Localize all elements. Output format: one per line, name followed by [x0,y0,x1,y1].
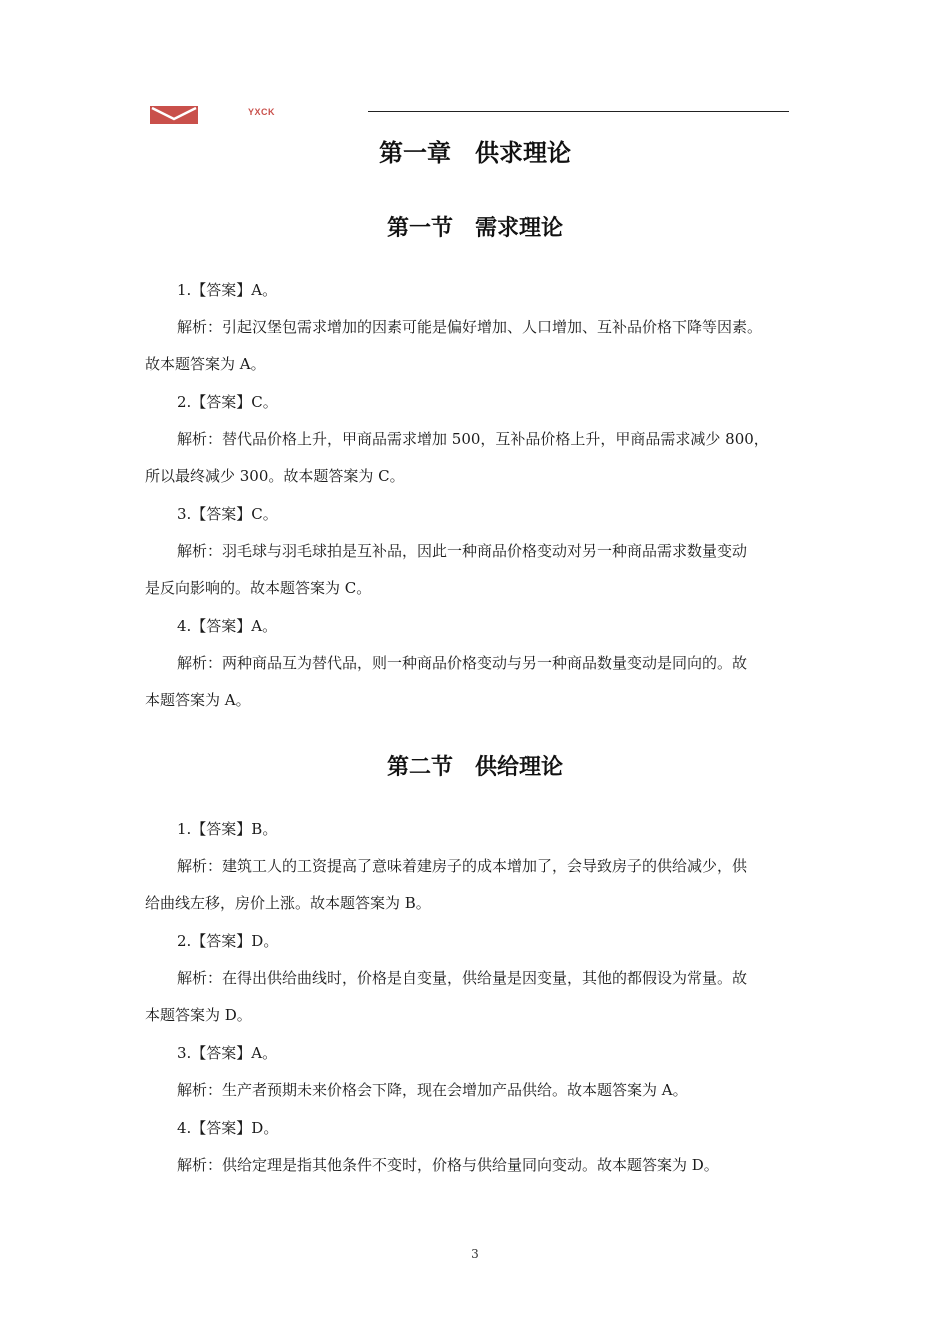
analysis-line: 解析：在得出供给曲线时，价格是自变量，供给量是因变量，其他的都假设为常量。故 [177,969,748,987]
page-number: 3 [471,1247,479,1261]
analysis-line: 解析：引起汉堡包需求增加的因素可能是偏好增加、人口增加、互补品价格下降等因素。 [177,318,763,336]
analysis-line: 解析：两种商品互为替代品，则一种商品价格变动与另一种商品数量变动是同向的。故 [177,654,748,672]
chapter-title: 第一章 供求理论 [379,139,571,167]
answer-line: 4.【答案】A。 [177,617,278,635]
analysis-line: 所以最终减少 300。故本题答案为 C。 [145,467,405,485]
analysis-line: 解析：供给定理是指其他条件不变时，价格与供给量同向变动。故本题答案为 D。 [177,1156,719,1174]
answer-line: 4.【答案】D。 [177,1119,279,1137]
section-title-demand: 第一节 需求理论 [386,216,563,241]
answer-line: 3.【答案】A。 [177,1044,278,1062]
analysis-line: 给曲线左移，房价上涨。故本题答案为 B。 [145,894,431,912]
brand-name: YXCK [248,107,276,117]
answer-line: 3.【答案】C。 [177,505,278,523]
answer-line: 2.【答案】D。 [177,932,279,950]
analysis-line: 本题答案为 D。 [145,1006,252,1024]
analysis-line: 解析：羽毛球与羽毛球拍是互补品，因此一种商品价格变动对另一种商品需求数量变动 [177,542,748,560]
analysis-line: 故本题答案为 A。 [145,355,266,373]
analysis-line: 本题答案为 A。 [145,691,251,709]
answer-line: 1.【答案】A。 [177,281,278,299]
analysis-line: 解析：建筑工人的工资提高了意味着建房子的成本增加了，会导致房子的供给减少，供 [177,857,748,875]
header-divider [368,111,789,112]
analysis-line: 解析：生产者预期未来价格会下降，现在会增加产品供给。故本题答案为 A。 [177,1081,688,1099]
analysis-line: 是反向影响的。故本题答案为 C。 [145,579,372,597]
section-title-supply: 第二节 供给理论 [386,755,563,780]
logo-icon [150,106,198,124]
answer-line: 1.【答案】B。 [177,820,278,838]
analysis-line: 解析：替代品价格上升，甲商品需求增加 500，互补品价格上升，甲商品需求减少 800， [177,430,769,448]
answer-line: 2.【答案】C。 [177,393,278,411]
